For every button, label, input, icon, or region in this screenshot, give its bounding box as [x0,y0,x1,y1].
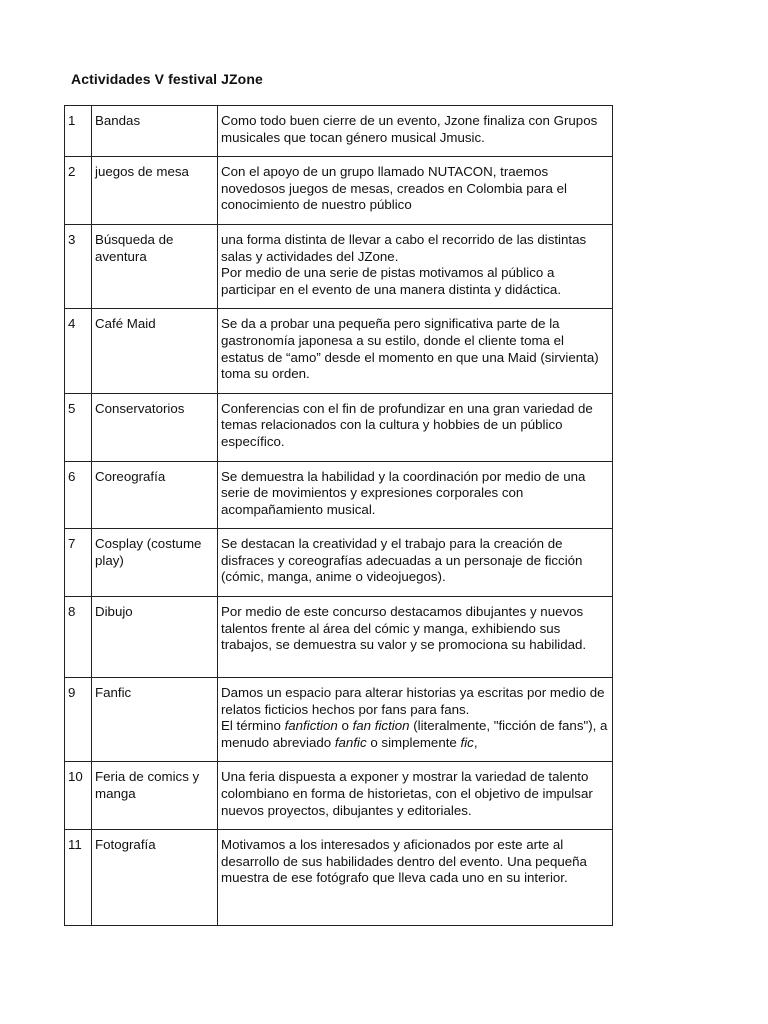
activity-number: 10 [65,762,92,830]
activity-number: 3 [65,224,92,308]
activity-number: 8 [65,597,92,678]
table-row [65,529,613,597]
activity-name: Feria de comics y manga [92,762,218,830]
table-row [65,309,613,393]
description-paragraph: Por medio de este concurso destacamos dibujantes y nuevos talentos frente al área del cómic y manga, exhibiendo sus trabajos, se demuestra su valor y se promociona su habilidad. [221,604,587,653]
activity-description [218,106,613,157]
text-run: , [473,734,478,750]
activity-number: 9 [65,678,92,762]
text-run-italic: fan fiction [352,718,410,734]
activity-description [218,762,613,830]
activity-description [218,678,613,762]
description-paragraph: Como todo buen cierre de un evento, Jzone finaliza con Grupos musicales que tocan género musical Jmusic. [221,113,598,145]
activity-name: Búsqueda de aventura [92,224,218,308]
description-paragraph: una forma distinta de llevar a cabo el recorrido de las distintas salas y actividades del JZone. [221,231,587,264]
text-run: (literalmente, "ficción de fans"), a menudo abreviado [221,718,608,750]
activity-name: Coreografía [92,461,218,529]
table-row [65,461,613,529]
activity-number: 1 [65,106,92,157]
text-run-italic: fanfiction [284,718,338,734]
activity-description [218,224,613,308]
description-paragraph: Se demuestra la habilidad y la coordinación por medio de una serie de movimientos y expresiones corporales con acompañamiento musical. [221,468,586,517]
table-row [65,597,613,678]
activity-name: juegos de mesa [92,157,218,225]
document-title: Actividades V festival JZone [71,71,263,87]
activity-description [218,309,613,393]
text-run: o simplemente [366,734,461,750]
activity-name: Dibujo [92,597,218,678]
description-paragraph: Se destacan la creatividad y el trabajo para la creación de disfraces y coreografías adecuadas a un personaje de ficción (cómic, manga, anime o videojuegos). [221,536,583,585]
activities-table [64,105,613,926]
activity-description [218,830,613,926]
activity-number: 2 [65,157,92,225]
description-paragraph: Por medio de una serie de pistas motivamos al público a participar en el evento de una manera distinta y didáctica. [221,265,562,297]
activity-name: Cosplay (costume play) [92,529,218,597]
activity-name: Fanfic [92,678,218,762]
table-row [65,224,613,308]
table-row [65,762,613,830]
activity-number: 4 [65,309,92,393]
activity-number: 6 [65,461,92,529]
table-row [65,393,613,461]
description-paragraph: Damos un espacio para alterar historias ya escritas por medio de relatos ficticios hechos por fans para fans. [221,685,605,717]
activity-number: 7 [65,529,92,597]
description-paragraph: Con el apoyo de un grupo llamado NUTACON, traemos novedosos juegos de mesas, creados en Colombia para el conocimiento de nuestro público [221,164,567,213]
description-paragraph: Se da a probar una pequeña pero significativa parte de la gastronomía japonesa a su estilo, donde el cliente toma el estatus de “amo” desde el momento en que una Maid (sirvienta) toma su orden. [221,316,599,382]
activity-description [218,157,613,225]
activity-name: Fotografía [92,830,218,926]
activity-name: Conservatorios [92,393,218,461]
table-row [65,830,613,926]
description-paragraph: Motivamos a los interesados y aficionados por este arte al desarrollo de sus habilidades dentro del evento. Una pequeña muestra de ese fotógrafo que lleva cada uno en su interior. [221,837,587,886]
text-run: El término [221,718,285,734]
activity-description [218,461,613,529]
activity-number: 5 [65,393,92,461]
table-row [65,678,613,762]
activity-description [218,597,613,678]
text-run-italic: fanfic [334,734,367,750]
table-row [65,157,613,225]
description-paragraph: Conferencias con el fin de profundizar en una gran variedad de temas relacionados con la cultura y hobbies de un público específico. [221,400,593,449]
text-run: o [337,718,353,734]
text-run-italic: fic [460,734,474,750]
activity-description [218,393,613,461]
activity-name: Bandas [92,106,218,157]
activity-description [218,529,613,597]
description-paragraph-rich [221,718,610,751]
activity-name: Café Maid [92,309,218,393]
activity-number: 11 [65,830,92,926]
table-row [65,106,613,157]
description-paragraph: Una feria dispuesta a exponer y mostrar la variedad de talento colombiano en forma de historietas, con el objetivo de impulsar nuevos proyectos, dibujantes y editoriales. [221,769,593,818]
